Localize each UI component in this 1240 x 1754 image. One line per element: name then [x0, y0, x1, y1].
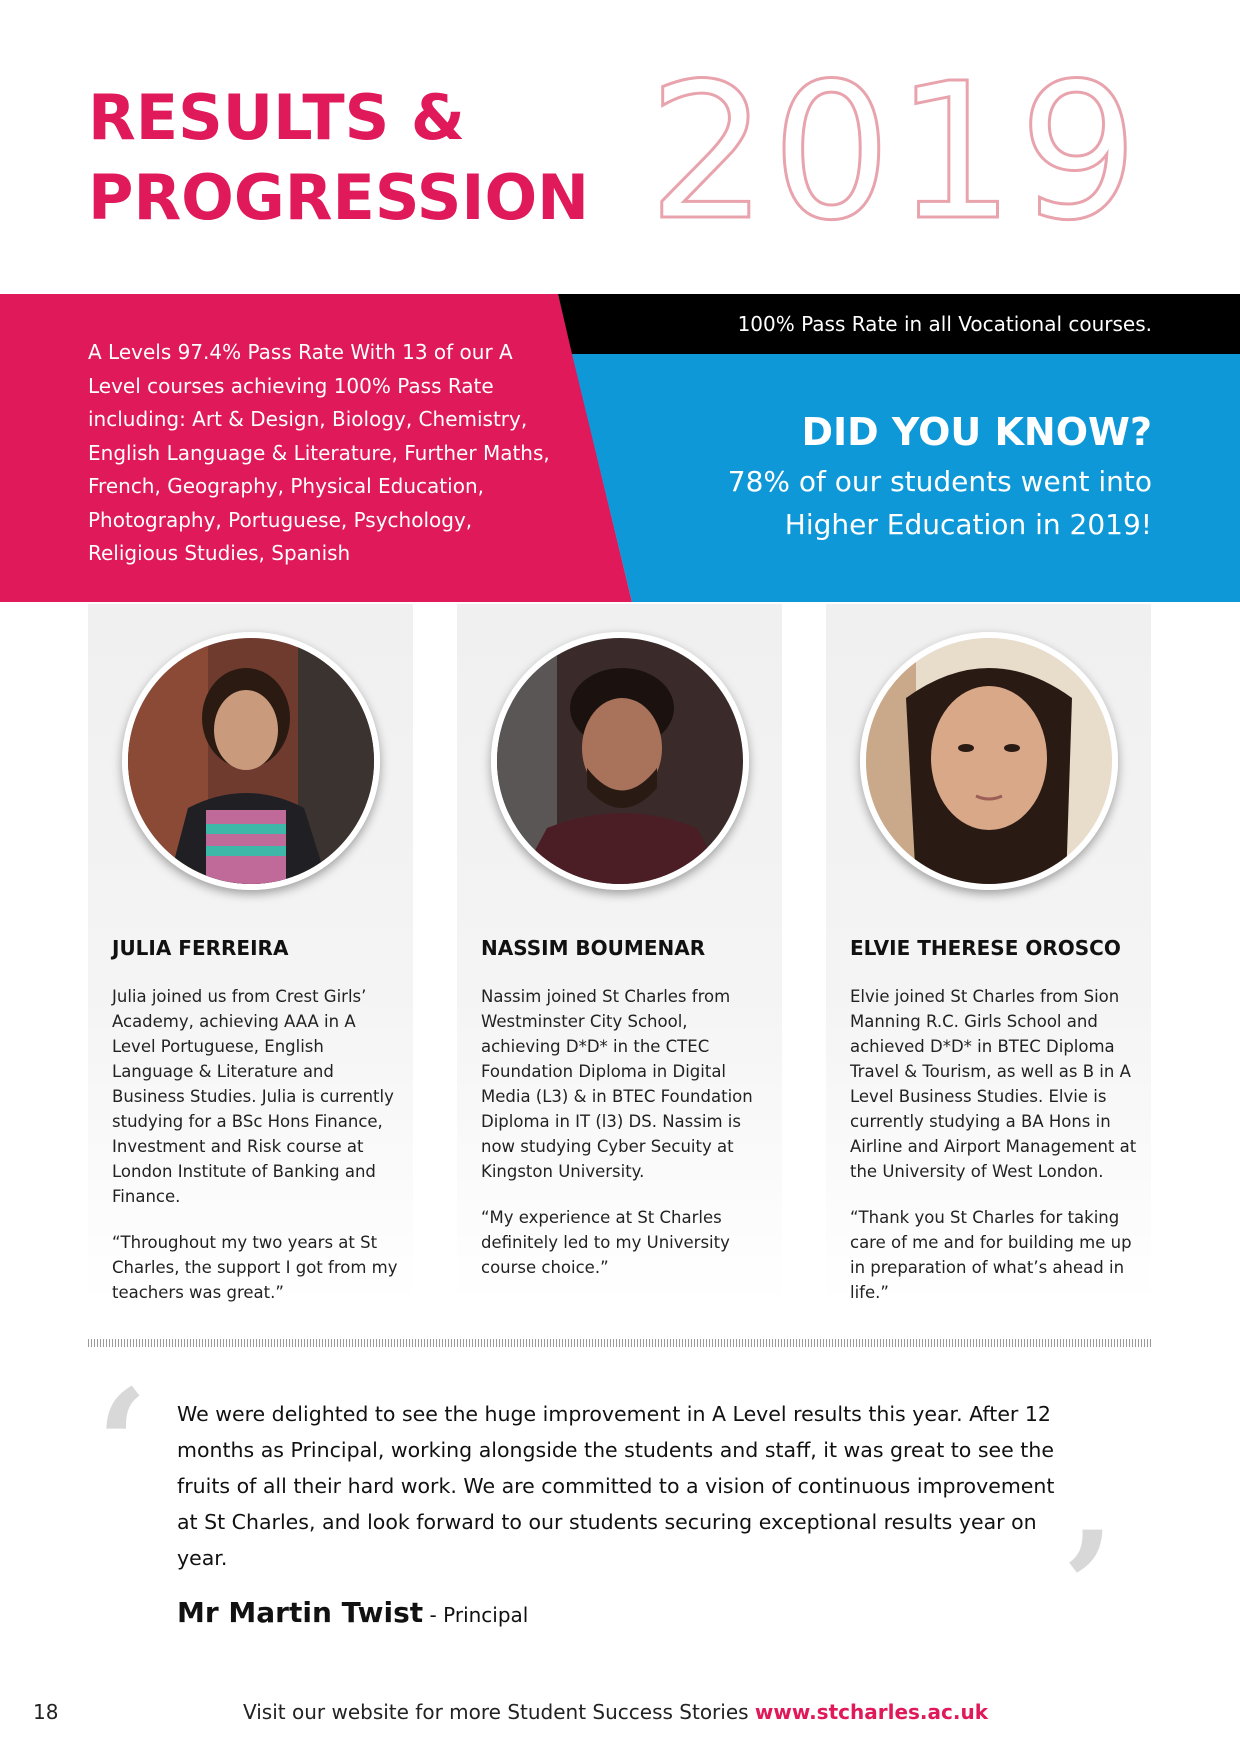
student-card-elvie: [826, 604, 1151, 1304]
did-you-know-text: 78% of our students went into Higher Education in 2019!: [727, 465, 1152, 541]
student-photo: [860, 632, 1118, 890]
student-bio: Julia joined us from Crest Girls’ Academy, achieving AAA in A Level Portuguese, English Language & Literature and Business Studies. Julia is currently studying for a BSc Hons Finance, Investment and Risk course at London Institute of Banking and Finance.: [112, 987, 394, 1206]
student-photo: [491, 632, 749, 890]
student-bio: Nassim joined St Charles from Westminster City School, achieving D*D* in the CTEC Foundation Diploma in Digital Media (L3) & in BTEC Foundation Diploma in IT (l3) DS. Nassim is now studying Cyber Secuity at Kingston University.: [481, 987, 753, 1181]
student-name: JULIA FERREIRA: [112, 936, 289, 960]
student-bio: Elvie joined St Charles from Sion Manning R.C. Girls School and achieved D*D* in BTEC Diploma Travel & Tourism, as well as B in A Level Business Studies. Elvie is currently studying a BA Hons in Airline and Airport Management at the University of West London.: [850, 987, 1137, 1181]
student-photo: [122, 632, 380, 890]
student-quote: “Thank you St Charles for taking care of me and for building me up in preparation of what’s ahead in life.”: [850, 1208, 1132, 1302]
page-number: 18: [33, 1700, 59, 1724]
principal-signature: [177, 1596, 528, 1629]
principal-name: Mr Martin Twist: [177, 1596, 424, 1629]
close-quote-icon: ’: [1062, 1499, 1115, 1675]
student-card-julia: [88, 604, 413, 1304]
title-line-2: PROGRESSION: [88, 161, 590, 234]
year-outline: 2019: [648, 43, 1143, 262]
principal-role: - Principal: [423, 1603, 529, 1627]
vocational-pass-rate-text: 100% Pass Rate in all Vocational courses.: [737, 312, 1152, 336]
a-level-pass-rate-text: A Levels 97.4% Pass Rate With 13 of our A Level courses achieving 100% Pass Rate including: Art & Design, Biology, Chemistry, English Language & Literature, Further Maths, French, Geography, Physical Education, Photography, Portuguese, Psychology, Religious Studies, Spanish: [88, 340, 550, 565]
footer-text: [243, 1700, 988, 1724]
dotted-divider: [88, 1339, 1152, 1347]
student-quote: “Throughout my two years at St Charles, the support I got from my teachers was great.”: [112, 1233, 398, 1302]
student-card-nassim: [457, 604, 782, 1304]
portrait-placeholder: [497, 638, 743, 884]
page-title: [88, 78, 589, 238]
portrait-placeholder: [866, 638, 1112, 884]
did-you-know-heading: DID YOU KNOW?: [801, 410, 1152, 454]
title-line-1: RESULTS &: [88, 81, 465, 154]
portrait-placeholder: [128, 638, 374, 884]
footer-caption: Visit our website for more Student Success Stories: [243, 1700, 755, 1724]
open-quote-icon: ‘: [96, 1357, 149, 1533]
website-link[interactable]: www.stcharles.ac.uk: [754, 1700, 988, 1724]
student-name: ELVIE THERESE OROSCO: [850, 936, 1121, 960]
student-quote: “My experience at St Charles definitely led to my University course choice.”: [481, 1208, 730, 1277]
principal-quote-text: We were delighted to see the huge improvement in A Level results this year. After 12 months as Principal, working alongside the students and staff, it was great to see the fruits of all their hard work. We are committed to a vision of continuous improvement at St Charles, and look forward to our students securing exceptional results year on year.: [177, 1402, 1055, 1570]
student-name: NASSIM BOUMENAR: [481, 936, 706, 960]
